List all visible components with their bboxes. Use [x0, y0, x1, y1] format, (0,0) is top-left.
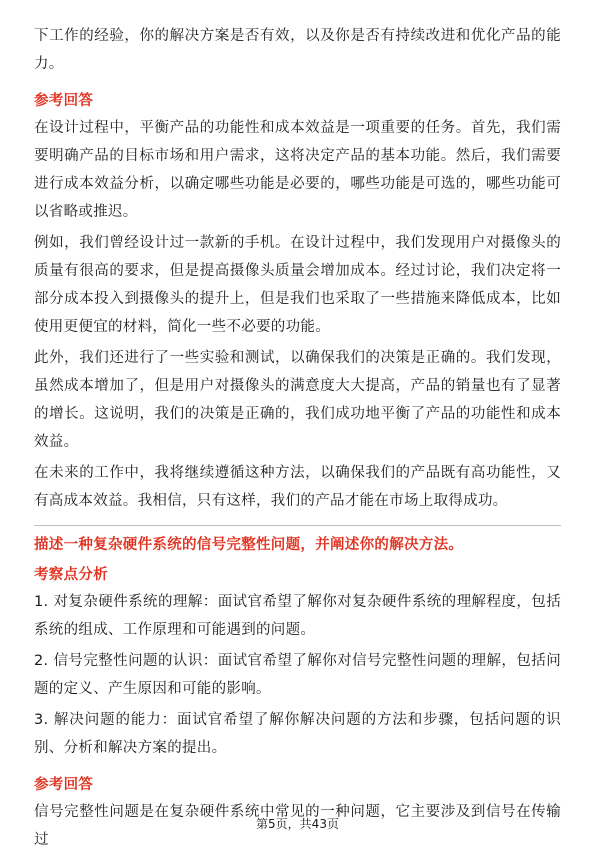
intro-paragraph: 下工作的经验，你的解决方案是否有效，以及你是否有持续改进和优化产品的能力。 [34, 28, 561, 72]
question-section-2 [34, 532, 561, 854]
section-divider [34, 525, 561, 526]
analysis-item: 2. 信号完整性问题的认识：面试官希望了解你对信号完整性问题的理解，包括问题的定义、产生原因和可能的影响。 [34, 653, 561, 697]
answer-section-1 [34, 88, 561, 515]
answer-paragraph: 此外，我们还进行了一些实验和测试，以确保我们的决策是正确的。我们发现，虽然成本增加了，但是用户对摄像头的满意度大大提高，产品的销量也有了显著的增长。这说明，我们的决策是正确的，我们成功地平衡了产品的功能性和成本效益。 [34, 350, 561, 450]
answer-heading: 参考回答 [34, 777, 94, 793]
answer-paragraph: 信号完整性问题是在复杂硬件系统中常见的一种问题，它主要涉及到信号在传输过 [34, 804, 561, 848]
answer-paragraph: 在设计过程中，平衡产品的功能性和成本效益是一项重要的任务。首先，我们需要明确产品的目标市场和用户需求，这将决定产品的基本功能。然后，我们需要进行成本效益分析，以确定哪些功能是必要的，哪些功能是可选的，哪些功能可以省略或推迟。 [34, 120, 561, 220]
analysis-item: 3. 解决问题的能力：面试官希望了解你解决问题的方法和步骤，包括问题的识别、分析和解决方案的提出。 [34, 712, 561, 756]
answer-paragraph: 例如，我们曾经设计过一款新的手机。在设计过程中，我们发现用户对摄像头的质量有很高的要求，但是提高摄像头质量会增加成本。经过讨论，我们决定将一部分成本投入到摄像头的提升上，但是我们也采取了一些措施来降低成本，比如使用更便宜的材料，简化一些不必要的功能。 [34, 235, 561, 335]
analysis-heading: 考察点分析 [34, 567, 108, 583]
analysis-item: 1. 对复杂硬件系统的理解：面试官希望了解你对复杂硬件系统的理解程度，包括系统的组成、工作原理和可能遇到的问题。 [34, 594, 561, 638]
question-title: 描述一种复杂硬件系统的信号完整性问题，并阐述你的解决方法。 [34, 537, 464, 553]
answer-paragraph: 在未来的工作中，我将继续遵循这种方法，以确保我们的产品既有高功能性，又有高成本效益。我相信，只有这样，我们的产品才能在市场上取得成功。 [34, 465, 561, 509]
document-page [34, 22, 561, 857]
page-number-footer: 第5页，共43页 [256, 817, 339, 831]
answer-heading: 参考回答 [34, 93, 94, 109]
